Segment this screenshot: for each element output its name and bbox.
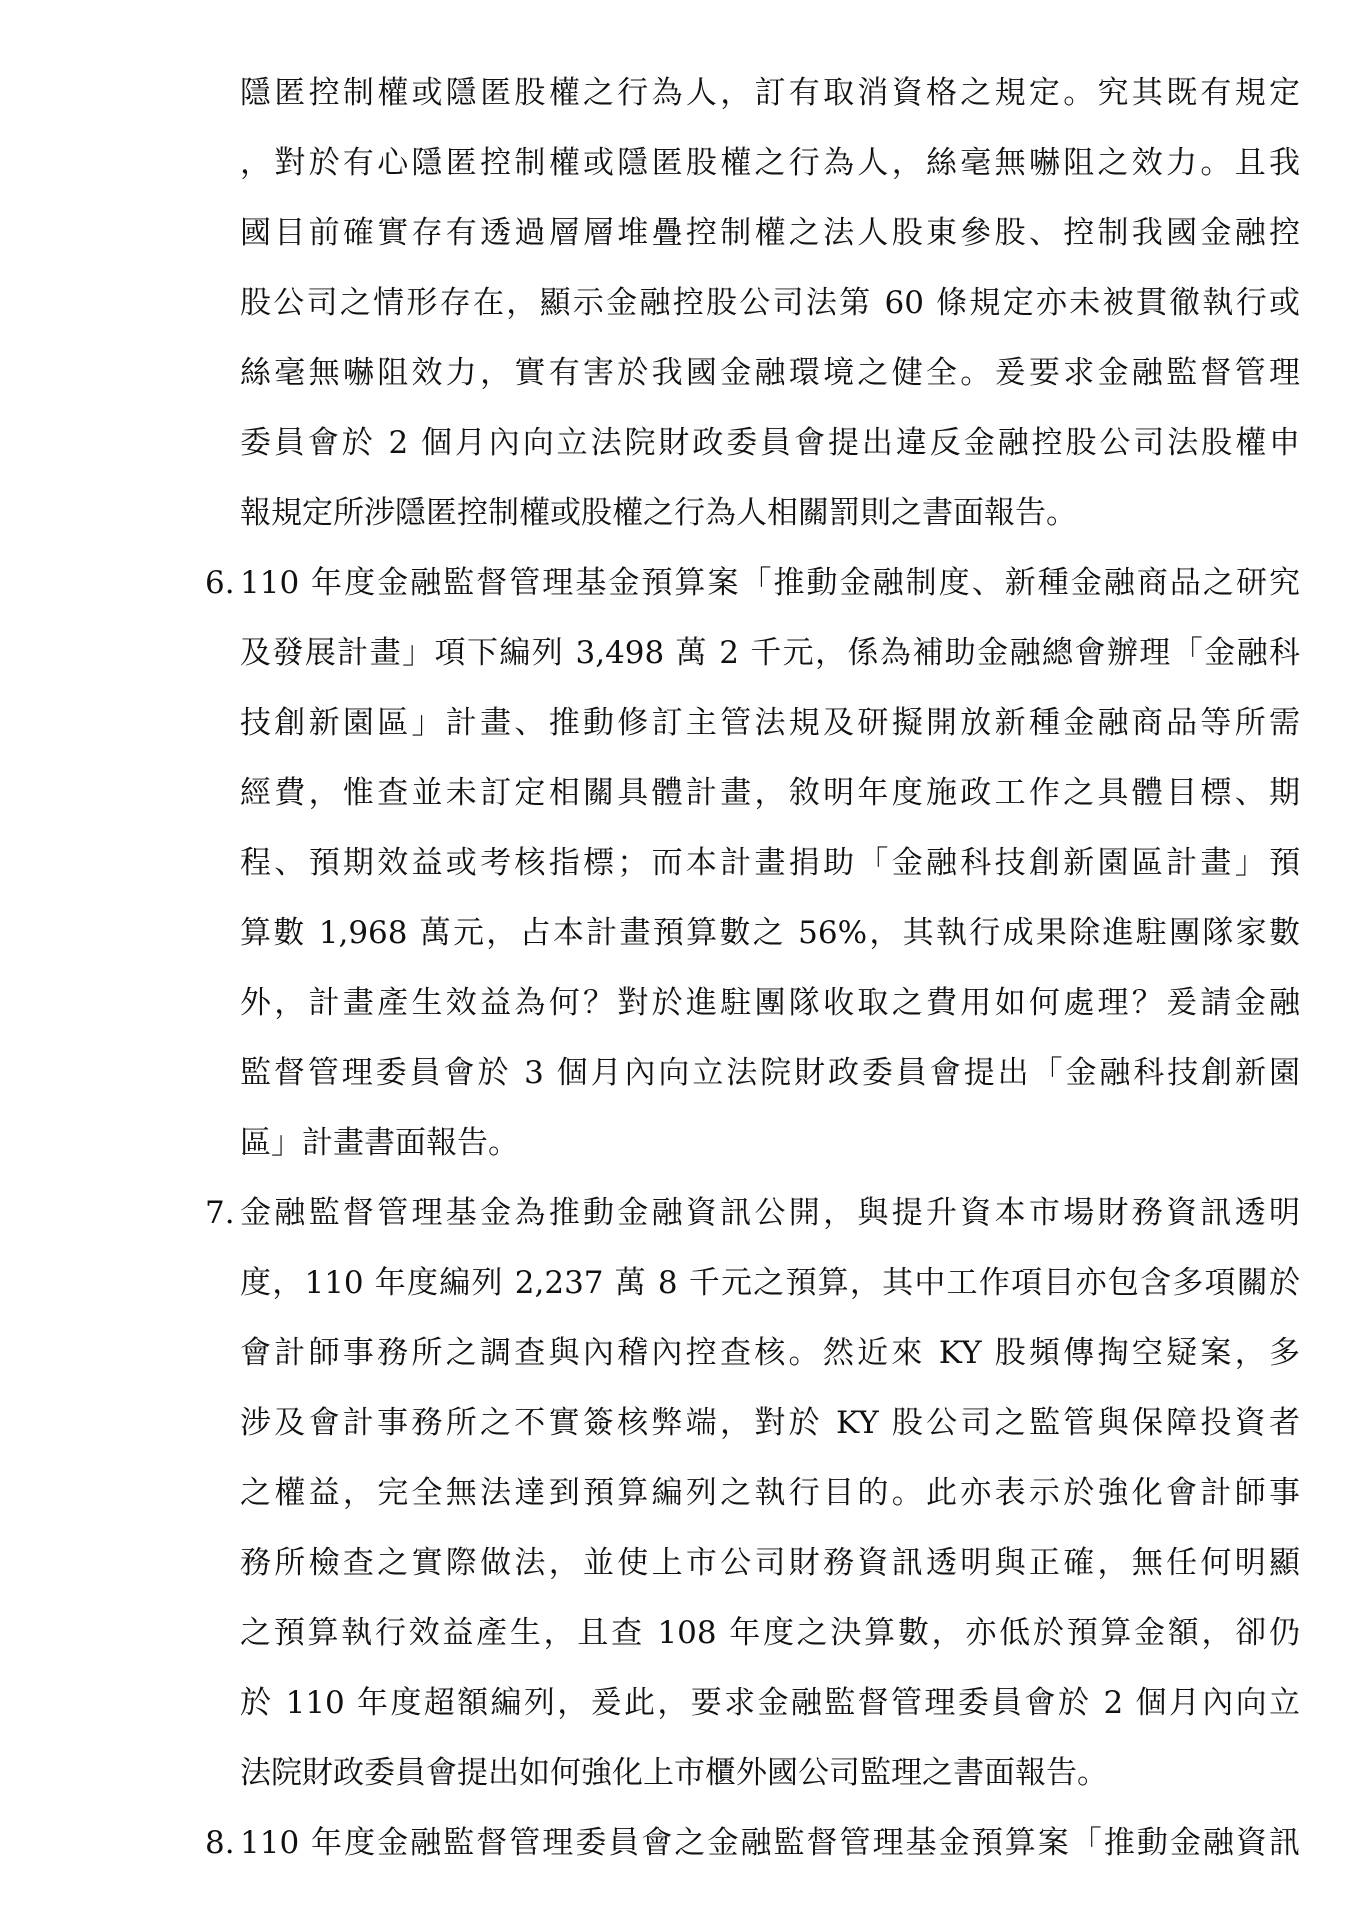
- text-line: 監督管理委員會於 3 個月內向立法院財政委員會提出「金融科技創新園: [240, 1055, 1300, 1091]
- text-line: 經費，惟查並未訂定相關具體計畫，敘明年度施政工作之具體目標、期: [240, 775, 1300, 811]
- text-line: 之預算執行效益產生，且查 108 年度之決算數，亦低於預算金額，卻仍: [240, 1615, 1300, 1651]
- text-line: 算數 1,968 萬元，占本計畫預算數之 56%，其執行成果除進駐團隊家數: [240, 915, 1300, 951]
- text-line: 會計師事務所之調查與內稽內控查核。然近來 KY 股頻傳掏空疑案，多: [240, 1335, 1300, 1371]
- text-line: 技創新園區」計畫、推動修訂主管法規及研擬開放新種金融商品等所需: [240, 705, 1300, 741]
- text-line: 110 年度金融監督管理基金預算案「推動金融制度、新種金融商品之研究: [240, 565, 1300, 601]
- text-line: 金融監督管理基金為推動金融資訊公開，與提升資本市場財務資訊透明: [240, 1195, 1300, 1231]
- item-number: 6.: [205, 565, 235, 601]
- text-line: 股公司之情形存在，顯示金融控股公司法第 60 條規定亦未被貫徹執行或: [240, 285, 1300, 321]
- text-line: 報規定所涉隱匿控制權或股權之行為人相關罰則之書面報告。: [240, 495, 1077, 531]
- text-line: 絲毫無嚇阻效力，實有害於我國金融環境之健全。爰要求金融監督管理: [240, 355, 1300, 391]
- item-number: 8.: [205, 1825, 235, 1861]
- text-line: 區」計畫書面報告。: [240, 1125, 519, 1161]
- text-line: 務所檢查之實際做法，並使上市公司財務資訊透明與正確，無任何明顯: [240, 1545, 1300, 1581]
- text-line: 及發展計畫」項下編列 3,498 萬 2 千元，係為補助金融總會辦理「金融科: [240, 635, 1300, 671]
- text-line: 涉及會計事務所之不實簽核弊端，對於 KY 股公司之監管與保障投資者: [240, 1405, 1300, 1441]
- text-line: 委員會於 2 個月內向立法院財政委員會提出違反金融控股公司法股權申: [240, 425, 1300, 461]
- text-line: 之權益，完全無法達到預算編列之執行目的。此亦表示於強化會計師事: [240, 1475, 1300, 1511]
- text-line: ，對於有心隱匿控制權或隱匿股權之行為人，絲毫無嚇阻之效力。且我: [240, 145, 1300, 181]
- text-line: 法院財政委員會提出如何強化上市櫃外國公司監理之書面報告。: [240, 1755, 1108, 1791]
- text-line: 隱匿控制權或隱匿股權之行為人，訂有取消資格之規定。究其既有規定: [240, 75, 1300, 111]
- text-line: 外，計畫產生效益為何？對於進駐團隊收取之費用如何處理？爰請金融: [240, 985, 1300, 1021]
- text-line: 於 110 年度超額編列，爰此，要求金融監督管理委員會於 2 個月內向立: [240, 1685, 1300, 1721]
- text-line: 110 年度金融監督管理委員會之金融監督管理基金預算案「推動金融資訊: [240, 1825, 1300, 1861]
- item-number: 7.: [205, 1195, 235, 1231]
- text-line: 度，110 年度編列 2,237 萬 8 千元之預算，其中工作項目亦包含多項關於: [240, 1265, 1300, 1301]
- text-line: 程、預期效益或考核指標；而本計畫捐助「金融科技創新園區計畫」預: [240, 845, 1300, 881]
- text-line: 國目前確實存有透過層層堆疊控制權之法人股東參股、控制我國金融控: [240, 215, 1300, 251]
